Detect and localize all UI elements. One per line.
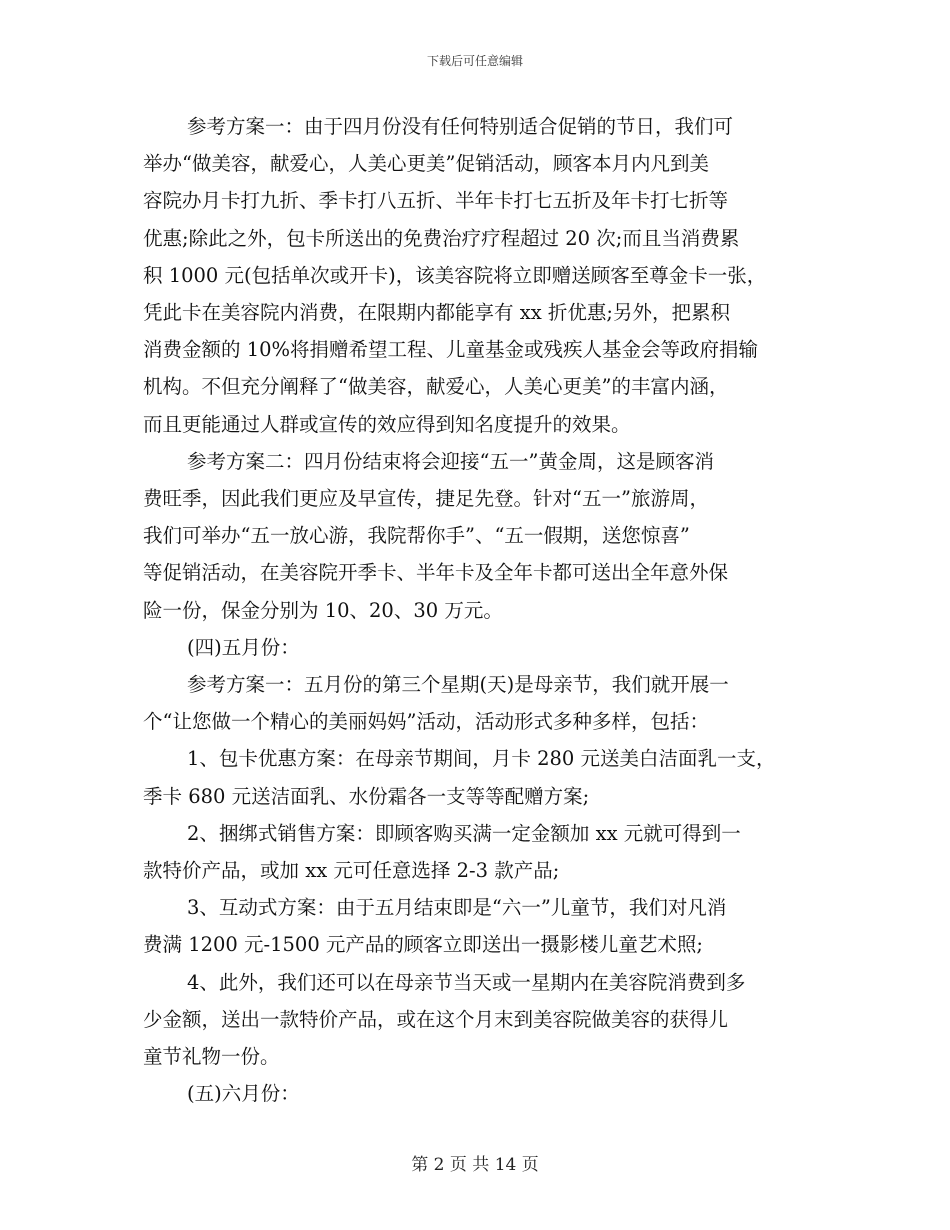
page-header: 下载后可任意编辑 — [426, 54, 523, 68]
list-item-line: 少金额，送出一款特价产品，或在这个月末到美容院做美容的获得儿 — [143, 1007, 729, 1031]
list-item-line: 3、互动式方案：由于五月结束即是“六一”儿童节，我们对凡消 — [187, 896, 727, 920]
paragraph-line: 费旺季，因此我们更应及早宣传，捷足先登。针对“五一”旅游周， — [143, 487, 709, 511]
section-heading: (五)六月份： — [187, 1082, 300, 1106]
document-body — [143, 108, 823, 1112]
paragraph-line: 机构。不但充分阐释了“做美容，献爱心，人美心更美”的丰富内涵， — [143, 375, 729, 399]
paragraph-line: 优惠;除此之外，包卡所送出的免费治疗疗程超过 20 次;而且当消费累 — [143, 226, 740, 250]
list-item-line: 4、此外，我们还可以在母亲节当天或一星期内在美容院消费到多 — [187, 970, 746, 994]
list-item-line: 2、捆绑式销售方案：即顾客购买满一定金额加 xx 元就可得到一 — [187, 821, 741, 845]
paragraph-line: 参考方案二：四月份结束将会迎接“五一”黄金周，这是顾客消 — [187, 449, 714, 473]
paragraph-line: 险一份，保金分别为 10、20、30 万元。 — [143, 598, 503, 622]
paragraph-line: 容院办月卡打九折、季卡打八五折、半年卡打七五折及年卡打七折等 — [143, 189, 729, 213]
paragraph-line: 凭此卡在美容院内消费，在限期内都能享有 xx 折优惠;另外，把累积 — [143, 301, 730, 325]
paragraph-line: 等促销活动，在美容院开季卡、半年卡及全年卡都可送出全年意外保 — [143, 561, 729, 585]
section-heading: (四)五月份： — [187, 635, 300, 659]
list-item-line: 1、包卡优惠方案：在母亲节期间，月卡 280 元送美白洁面乳一支， — [187, 747, 776, 771]
list-item-line: 季卡 680 元送洁面乳、水份霜各一支等等配赠方案; — [143, 784, 590, 808]
list-item-line: 款特价产品，或加 xx 元可任意选择 2-3 款产品; — [143, 859, 560, 883]
paragraph-line: 参考方案一：由于四月份没有任何特别适合促销的节日，我们可 — [187, 115, 734, 138]
paragraph-line: 我们可举办“五一放心游，我院帮你手”、“五一假期，送您惊喜” — [143, 524, 690, 548]
page-number-footer: 第 2 页 共 14 页 — [411, 1155, 539, 1175]
list-item-line: 费满 1200 元-1500 元产品的顾客立即送出一摄影楼儿童艺术照; — [143, 933, 704, 957]
paragraph-line: 举办“做美容，献爱心，人美心更美”促销活动，顾客本月内凡到美 — [143, 152, 709, 176]
paragraph-line: 个“让您做一个精心的美丽妈妈”活动，活动形式多种多样，包括： — [143, 710, 709, 734]
paragraph-line: 积 1000 元(包括单次或开卡)，该美容院将立即赠送顾客至尊金卡一张， — [143, 263, 767, 287]
list-item-line: 童节礼物一份。 — [143, 1045, 280, 1069]
paragraph-line: 而且更能通过人群或宣传的效应得到知名度提升的效果。 — [143, 412, 631, 436]
paragraph-line: 消费金额的 10%将捐赠希望工程、儿童基金或残疾人基金会等政府捐输 — [143, 338, 759, 362]
paragraph-line: 参考方案一：五月份的第三个星期(天)是母亲节，我们就开展一 — [187, 673, 729, 697]
